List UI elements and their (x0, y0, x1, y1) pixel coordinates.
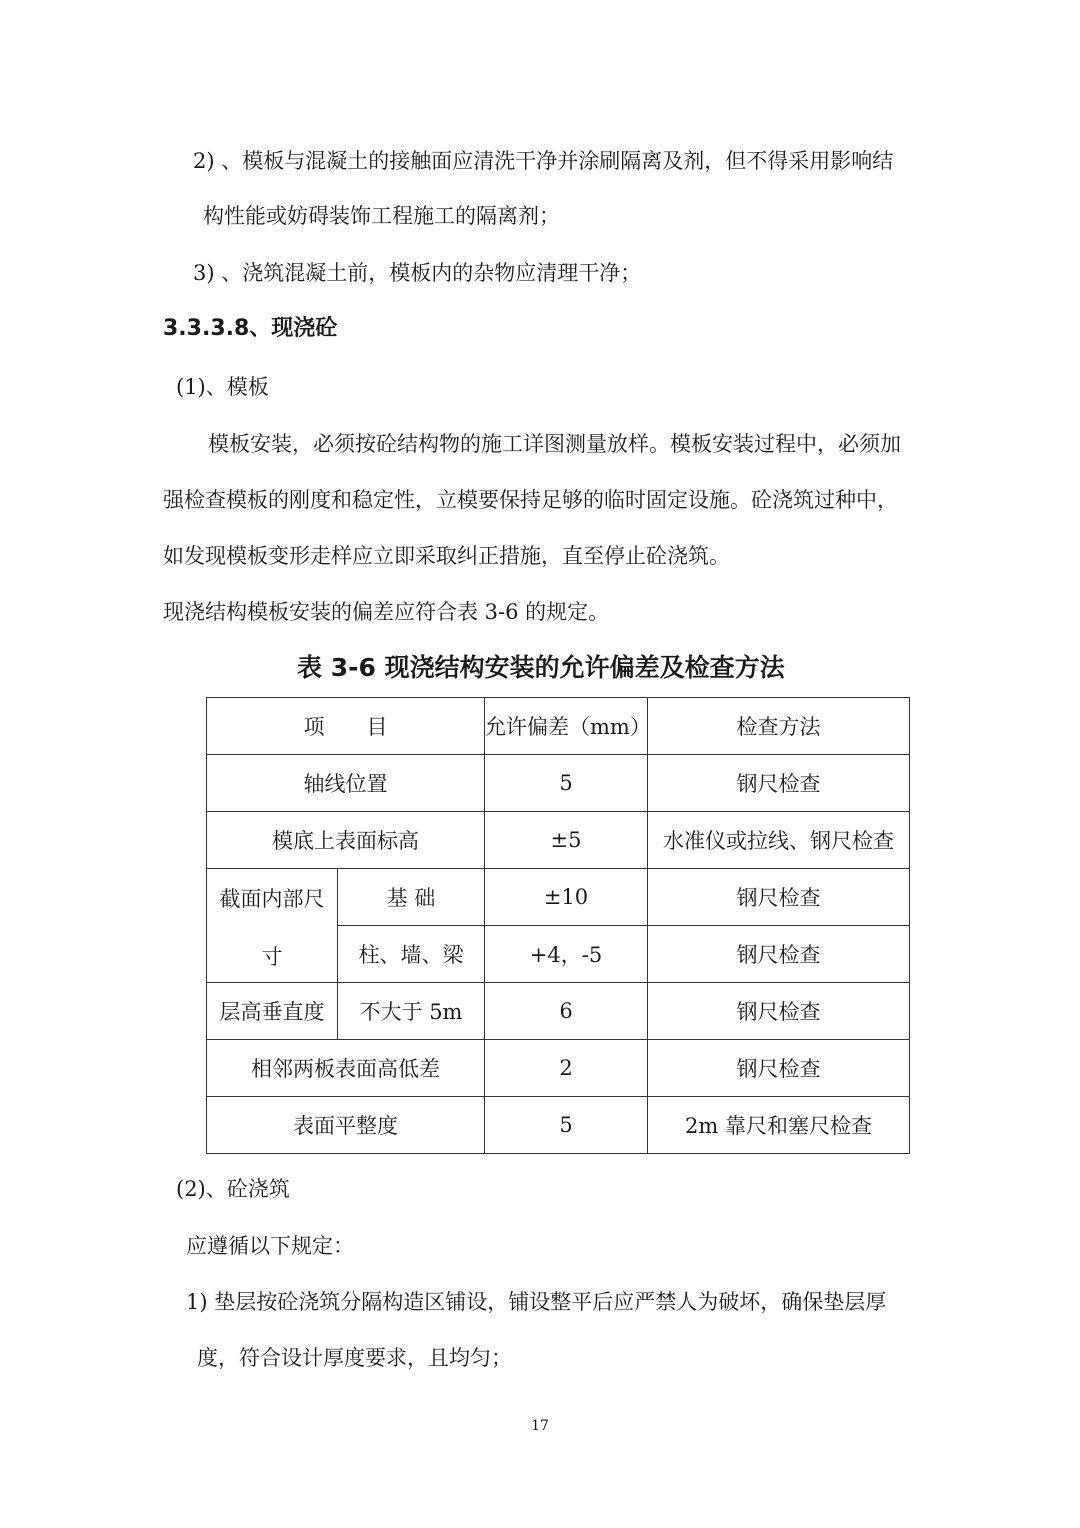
cell-tolerance: 2 (485, 1040, 648, 1097)
subsection-heading: (1)、模板 (176, 375, 269, 399)
cell-item: 模底上表面标高 (207, 812, 485, 869)
cell-method: 2m 靠尺和塞尺检查 (648, 1097, 910, 1154)
paragraph-line: 度，符合设计厚度要求，且均匀； (197, 1346, 512, 1370)
paragraph-line: 现浇结构模板安装的偏差应符合表 3-6 的规定。 (163, 600, 610, 624)
cell-method: 钢尺检查 (648, 869, 910, 926)
page-number: 17 (531, 1418, 549, 1434)
table-row (207, 1097, 910, 1154)
section-size-line1: 截面内部尺 (219, 887, 325, 911)
paragraph-line: 强检查模板的刚度和稳定性，立模要保持足够的临时固定设施。砼浇筑过种中， (163, 488, 898, 512)
cell-sub-item: 柱、墙、梁 (338, 926, 485, 983)
table-row (207, 1040, 910, 1097)
table-row (207, 983, 910, 1040)
cell-tolerance: +4，-5 (485, 926, 648, 983)
cell-method: 钢尺检查 (648, 1040, 910, 1097)
cell-item: 相邻两板表面高低差 (207, 1040, 485, 1097)
table-header-row (207, 698, 910, 755)
paragraph-line: 构性能或妨碍装饰工程施工的隔离剂； (203, 204, 560, 228)
header-tolerance: 允许偏差（mm） (485, 698, 648, 755)
cell-method: 钢尺检查 (648, 983, 910, 1040)
paragraph-line: 3) 、浇筑混凝土前，模板内的杂物应清理干净； (193, 261, 642, 285)
cell-tolerance: 5 (485, 1097, 648, 1154)
cell-item: 表面平整度 (207, 1097, 485, 1154)
subsection-heading: (2)、砼浇筑 (176, 1177, 290, 1201)
paragraph-line: 模板安装，必须按砼结构物的施工详图测量放样。模板安装过程中，必须加 (208, 432, 901, 456)
deviation-table (206, 697, 910, 1154)
paragraph-line: 1) 垫层按砼浇筑分隔构造区铺设，铺设整平后应严禁人为破坏，确保垫层厚 (186, 1290, 887, 1314)
cell-tolerance: 6 (485, 983, 648, 1040)
cell-method: 钢尺检查 (648, 755, 910, 812)
cell-sub-item: 不大于 5m (338, 983, 485, 1040)
header-method: 检查方法 (648, 698, 910, 755)
paragraph-line: 如发现模板变形走样应立即采取纠正措施，直至停止砼浇筑。 (163, 544, 730, 568)
table-caption: 表 3-6 现浇结构安装的允许偏差及检查方法 (297, 653, 785, 682)
paragraph-line: 2) 、模板与混凝土的接触面应清洗干净并涂刷隔离及剂，但不得采用影响结 (193, 149, 894, 173)
table-row (207, 869, 910, 926)
cell-sub-item: 基 础 (338, 869, 485, 926)
paragraph-line: 应遵循以下规定： (186, 1234, 354, 1258)
section-size-line2: 寸 (261, 945, 283, 969)
section-heading: 3.3.3.8、现浇砼 (163, 316, 338, 341)
header-item: 项 目 (207, 698, 485, 755)
cell-section-size (207, 869, 338, 983)
cell-tolerance: ±5 (485, 812, 648, 869)
cell-item: 层高垂直度 (207, 983, 338, 1040)
cell-item: 轴线位置 (207, 755, 485, 812)
table-row (207, 755, 910, 812)
cell-tolerance: 5 (485, 755, 648, 812)
cell-tolerance: ±10 (485, 869, 648, 926)
cell-method: 水准仪或拉线、钢尺检查 (648, 812, 910, 869)
cell-method: 钢尺检查 (648, 926, 910, 983)
table-row (207, 812, 910, 869)
